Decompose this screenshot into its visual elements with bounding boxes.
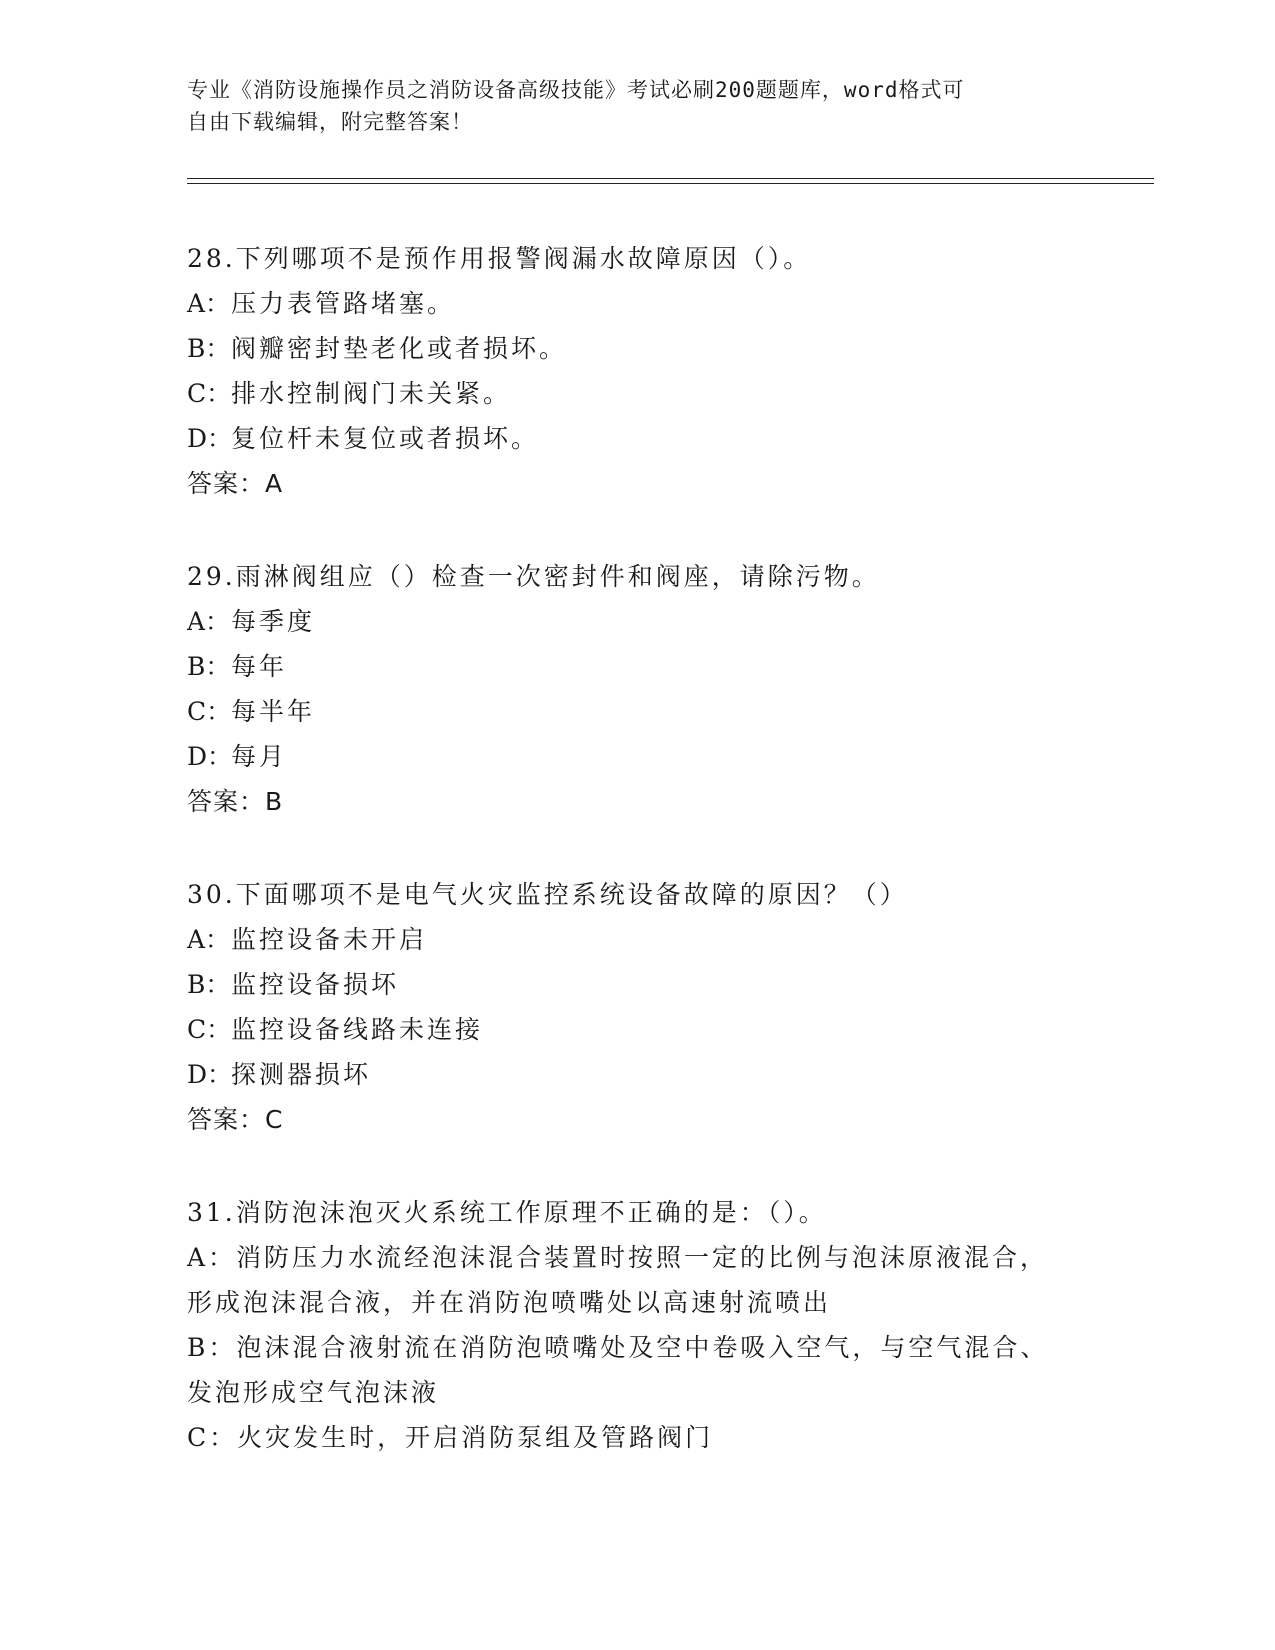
option-key: D： [187,1060,233,1089]
answer: 答案：A [187,469,284,498]
option-text: 每季度 [231,607,316,636]
question-29 [187,554,1087,824]
header-divider-top [187,178,1154,179]
option-a [187,281,1087,326]
option-c: C：火灾发生时，开启消防泵组及管路阀门 [187,1423,714,1452]
option-key: B： [187,970,231,999]
option-key: D： [187,742,233,771]
option-text: 复位杆未复位或者损坏。 [231,424,540,453]
option-key: B： [187,334,231,363]
header-line-2: 自由下载编辑，附完整答案！ [187,110,473,134]
option-text: 排水控制阀门未关紧。 [231,379,512,408]
question-31 [187,1190,1087,1460]
option-c [187,1007,1087,1052]
option-b [187,326,1087,371]
option-d [187,1052,1087,1097]
question-stem: 28.下列哪项不是预作用报警阀漏水故障原因（）。 [187,244,812,273]
option-key: A： [187,289,231,318]
option-d [187,416,1087,461]
option-text: 监控设备未开启 [231,925,428,954]
option-text: 探测器损坏 [231,1060,372,1089]
option-a-line-1: A：消防压力水流经泡沫混合装置时按照一定的比例与泡沫原液混合， [187,1243,1049,1272]
option-b [187,644,1087,689]
option-b-line-1: B：泡沫混合液射流在消防泡喷嘴处及空中卷吸入空气，与空气混合、 [187,1333,1049,1362]
option-key: A： [187,607,231,636]
question-stem: 29.雨淋阀组应（）检查一次密封件和阀座，请除污物。 [187,562,880,591]
option-b [187,962,1087,1007]
option-d [187,734,1087,779]
option-text: 每年 [231,652,288,681]
question-stem: 31.消防泡沫泡灭火系统工作原理不正确的是：（）。 [187,1198,827,1227]
question-list [187,236,1087,1508]
option-text: 监控设备线路未连接 [231,1015,484,1044]
header-line-1: 专业《消防设施操作员之消防设备高级技能》考试必刷200题题库，word格式可 [187,78,965,102]
option-text: 每月 [231,742,288,771]
question-30 [187,872,1087,1142]
question-28 [187,236,1087,506]
option-text: 监控设备损坏 [231,970,400,999]
option-c [187,371,1087,416]
option-key: B： [187,652,231,681]
option-key: C： [187,1015,232,1044]
option-a [187,599,1087,644]
option-text: 压力表管路堵塞。 [231,289,456,318]
option-b-line-2: 发泡形成空气泡沫液 [187,1378,440,1407]
question-stem: 30.下面哪项不是电气火灾监控系统设备故障的原因？（） [187,880,908,909]
option-key: D： [187,424,233,453]
option-a [187,917,1087,962]
answer: 答案：B [187,787,284,816]
answer: 答案：C [187,1105,284,1134]
option-text: 阀瓣密封垫老化或者损坏。 [231,334,568,363]
header-divider-bottom [187,183,1154,184]
option-key: A： [187,925,231,954]
option-c [187,689,1087,734]
document-header [187,74,1067,138]
option-a-line-2: 形成泡沫混合液，并在消防泡喷嘴处以高速射流喷出 [187,1288,832,1317]
option-text: 每半年 [231,697,316,726]
option-key: C： [187,379,232,408]
option-key: C： [187,697,232,726]
